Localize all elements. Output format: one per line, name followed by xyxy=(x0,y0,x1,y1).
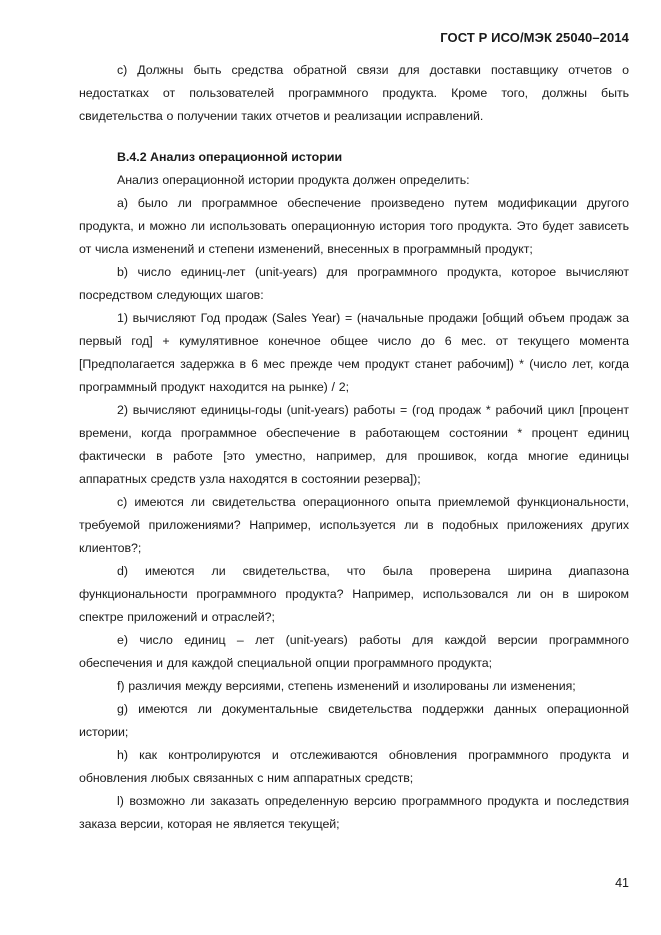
paragraph-item-h: h) как контролируются и отслеживаются обновления программного продукта и обновления любых связанных с ним аппаратных средств; xyxy=(79,748,629,785)
page-number: 41 xyxy=(615,876,629,890)
paragraph-item-e: e) число единиц – лет (unit-years) работы для каждой версии программного обеспечения и для каждой специальной опции программного продукта; xyxy=(79,633,629,670)
document-header: ГОСТ Р ИСО/МЭК 25040–2014 xyxy=(440,30,629,45)
paragraph-item-d: d) имеются ли свидетельства, что была проверена ширина диапазона функциональности программного продукта? Например, использовался ли он в широком спектре приложений и отраслей?; xyxy=(79,564,629,624)
page-content xyxy=(79,59,629,836)
paragraph-item-b: b) число единиц-лет (unit-years) для программного продукта, которое вычисляют посредством следующих шагов: xyxy=(79,265,629,302)
section-title: В.4.2 Анализ операционной истории xyxy=(117,150,343,164)
paragraph-item-c: c) имеются ли свидетельства операционного опыта приемлемой функциональности, требуемой приложениями? Например, используется ли в подобных приложениях других клиентов?; xyxy=(79,495,629,555)
paragraph-item-f: f) различия между версиями, степень изменений и изолированы ли изменения; xyxy=(117,679,576,693)
paragraph-item-a: а) было ли программное обеспечение произведено путем модификации другого продукта, и можно ли использовать операционную история того продукта. Это будет зависеть от числа изменений и степени изменений, внесенных в программный продукт; xyxy=(79,196,629,256)
paragraph-item-l: l) возможно ли заказать определенную версию программного продукта и последствия заказа версии, которая не является текущей; xyxy=(79,794,629,831)
paragraph-step-1: 1) вычисляют Год продаж (Sales Year) = (начальные продажи [общий объем продаж за первый год] + кумулятивное конечное общее число до 6 мес. от текущего момента [Предполагается задержка в 6 мес прежде чем продукт станет рабочим]) * (число лет, когда программный продукт находится на рынке) / 2; xyxy=(79,311,629,394)
paragraph-item-g: g) имеются ли документальные свидетельства поддержки данных операционной истории; xyxy=(79,702,629,739)
paragraph-feedback-means: c) Должны быть средства обратной связи для доставки поставщику отчетов о недостатках от пользователей программного продукта. Кроме того, должны быть свидетельства о получении таких отчетов и реализации исправлений. xyxy=(79,63,629,123)
paragraph-intro: Анализ операционной истории продукта должен определить: xyxy=(117,173,470,187)
paragraph-step-2: 2) вычисляют единицы-годы (unit-years) работы = (год продаж * рабочий цикл [процент времени, когда программное обеспечение в работающем состоянии * процент единиц фактически в работе [это уместно, например, для прошивок, когда многие единицы аппаратных средств узла находятся в состоянии резерва]); xyxy=(79,403,629,486)
